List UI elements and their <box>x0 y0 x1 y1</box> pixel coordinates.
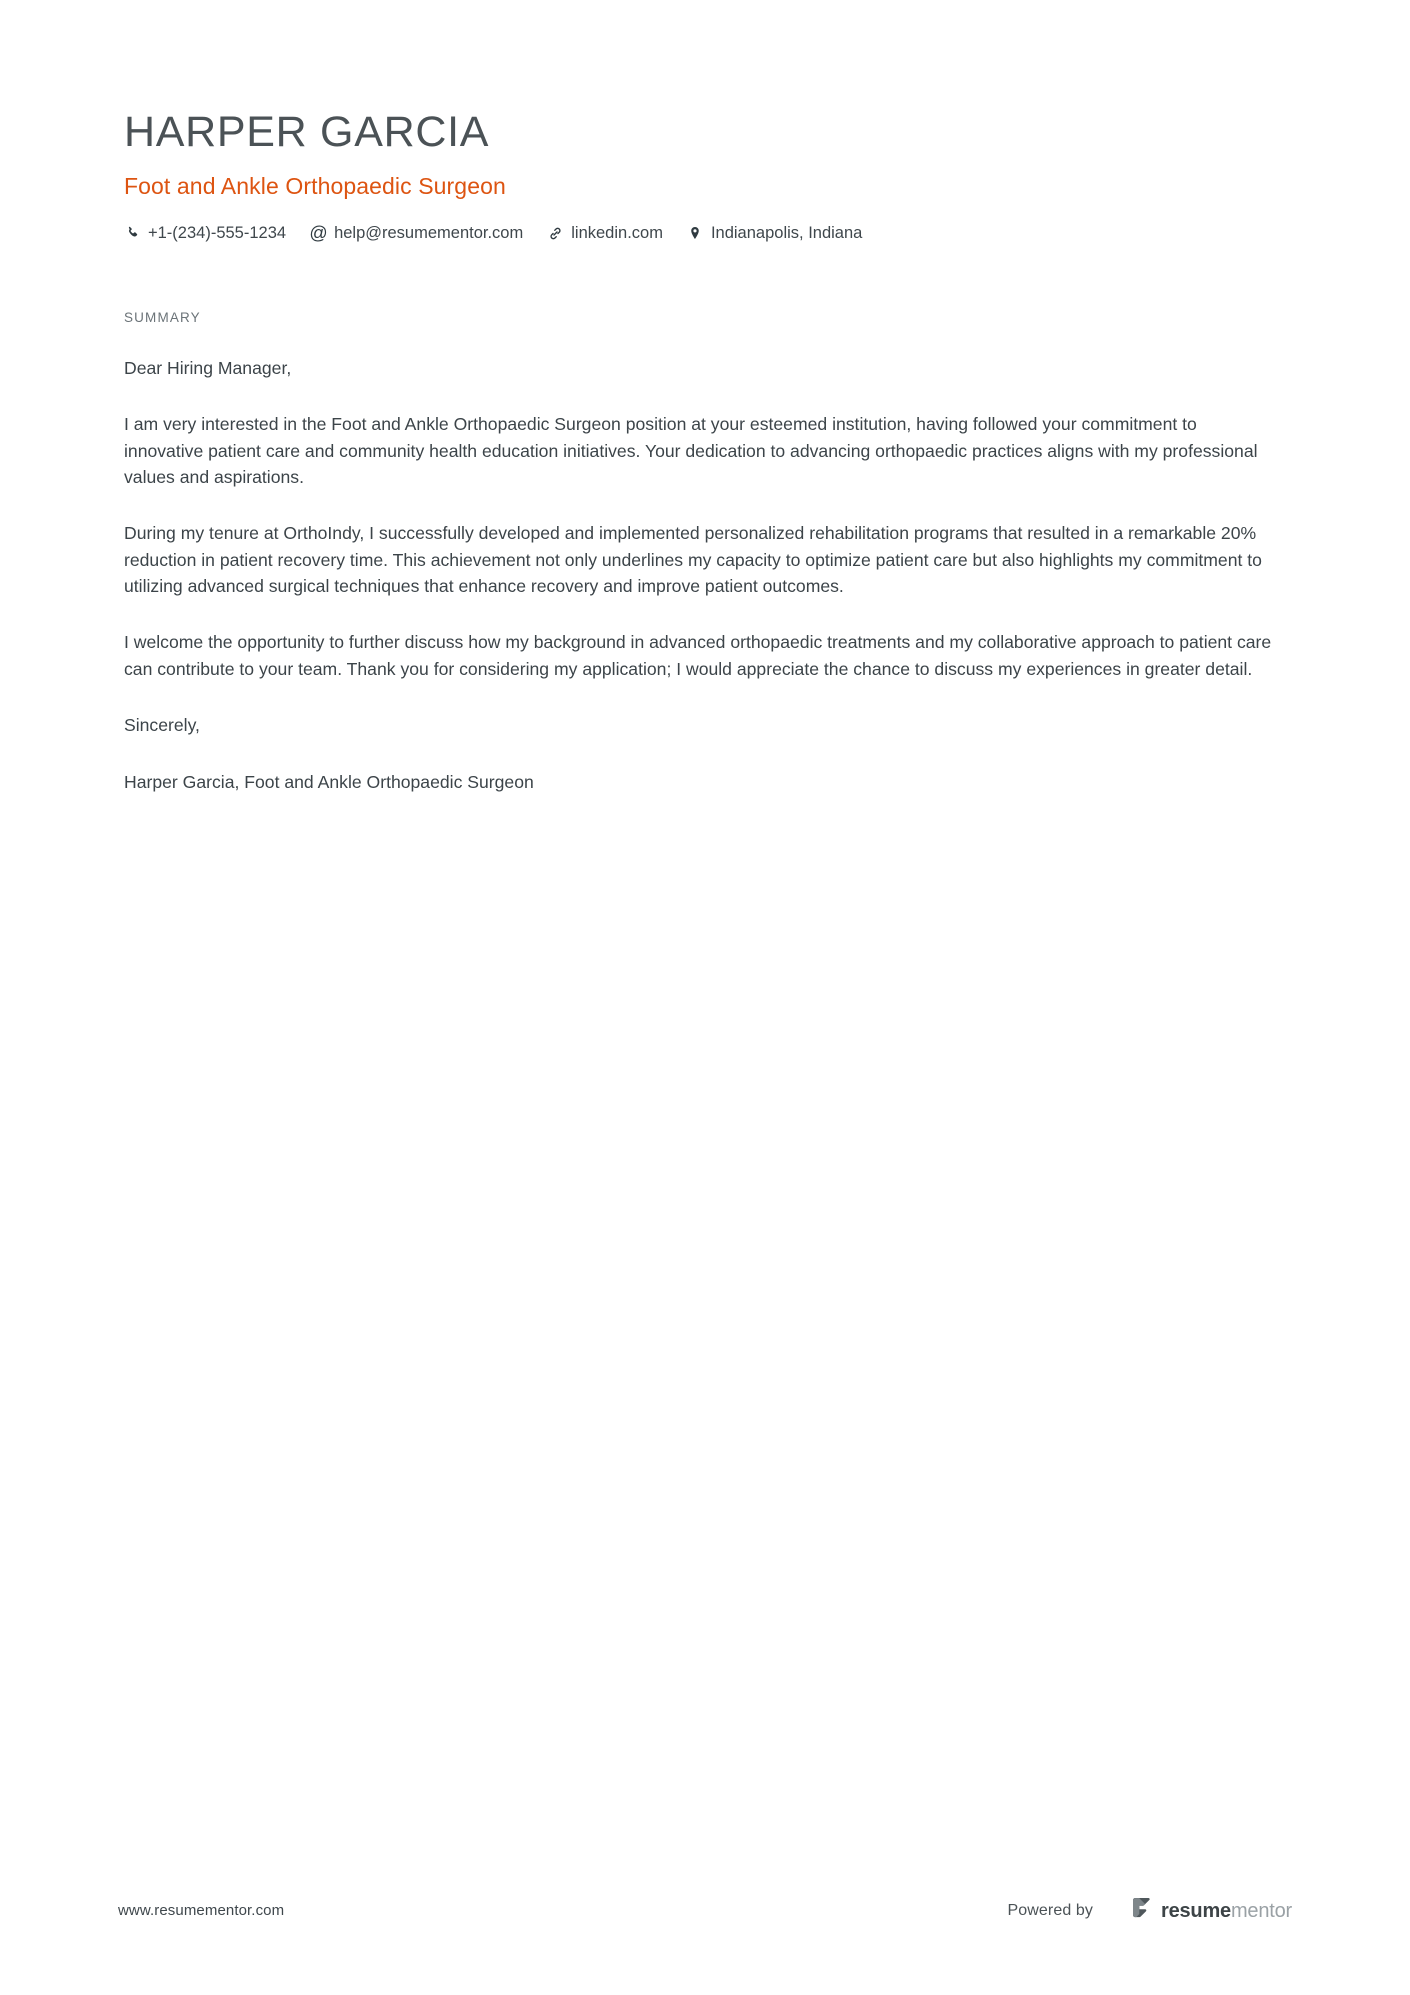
letter-paragraph-1: I am very interested in the Foot and Ankle Orthopaedic Surgeon position at your esteemed institution, having followed your commitment to innovative patient care and community health education initiatives. Your dedication to advancing orthopaedic practices aligns with my professional values and aspirations. <box>124 414 1258 487</box>
candidate-name: HARPER GARCIA <box>124 108 490 156</box>
letter-header <box>124 108 1286 242</box>
phone-icon <box>124 225 141 242</box>
letter-body <box>124 355 1286 795</box>
brand-text-mentor: mentor <box>1230 1899 1292 1922</box>
letter-greeting: Dear Hiring Manager, <box>124 357 292 378</box>
contact-location <box>687 225 862 242</box>
contact-phone-text: +1-(234)-555-1234 <box>148 224 287 242</box>
contact-linkedin-text: linkedin.com <box>571 224 663 242</box>
letter-signature: Harper Garcia, Foot and Ankle Orthopaedic Surgeon <box>124 771 534 792</box>
email-at-icon: @ <box>309 223 328 244</box>
brand-text-resume: resume <box>1161 1899 1231 1922</box>
footer-branding <box>1008 1898 1293 1923</box>
location-pin-icon <box>687 225 704 242</box>
contact-email-text: help@resumementor.com <box>334 224 524 242</box>
page-footer <box>118 1898 1292 1923</box>
letter-paragraph-2: During my tenure at OrthoIndy, I successfully developed and implemented personalized rehabilitation programs that resulted in a remarkable 20% reduction in patient recovery time. This achievement not only underlines my capacity to optimize patient care but also highlights my commitment to utilizing advanced surgical techniques that enhance recovery and improve patient outcomes. <box>124 523 1262 597</box>
candidate-job-title: Foot and Ankle Orthopaedic Surgeon <box>124 173 506 200</box>
resumementor-mark-icon <box>1133 1898 1154 1923</box>
contact-email[interactable] <box>310 225 523 242</box>
resumementor-logo[interactable] <box>1133 1898 1292 1923</box>
contact-location-text: Indianapolis, Indiana <box>710 224 863 242</box>
contact-row <box>124 225 1286 242</box>
footer-website[interactable]: www.resumementor.com <box>118 1902 285 1919</box>
summary-section <box>124 310 1286 795</box>
contact-linkedin[interactable] <box>547 225 663 242</box>
section-label-summary: SUMMARY <box>124 309 201 325</box>
powered-by-label: Powered by <box>1007 1901 1093 1919</box>
contact-phone[interactable] <box>124 225 286 242</box>
link-icon <box>547 225 564 242</box>
letter-closing: Sincerely, <box>124 715 200 736</box>
document-content <box>124 108 1286 795</box>
letter-paragraph-3: I welcome the opportunity to further discuss how my background in advanced orthopaedic treatments and my collaborative approach to patient care can contribute to your team. Thank you for considering my application; I would appreciate the chance to discuss my experiences in greater detail. <box>124 632 1272 679</box>
